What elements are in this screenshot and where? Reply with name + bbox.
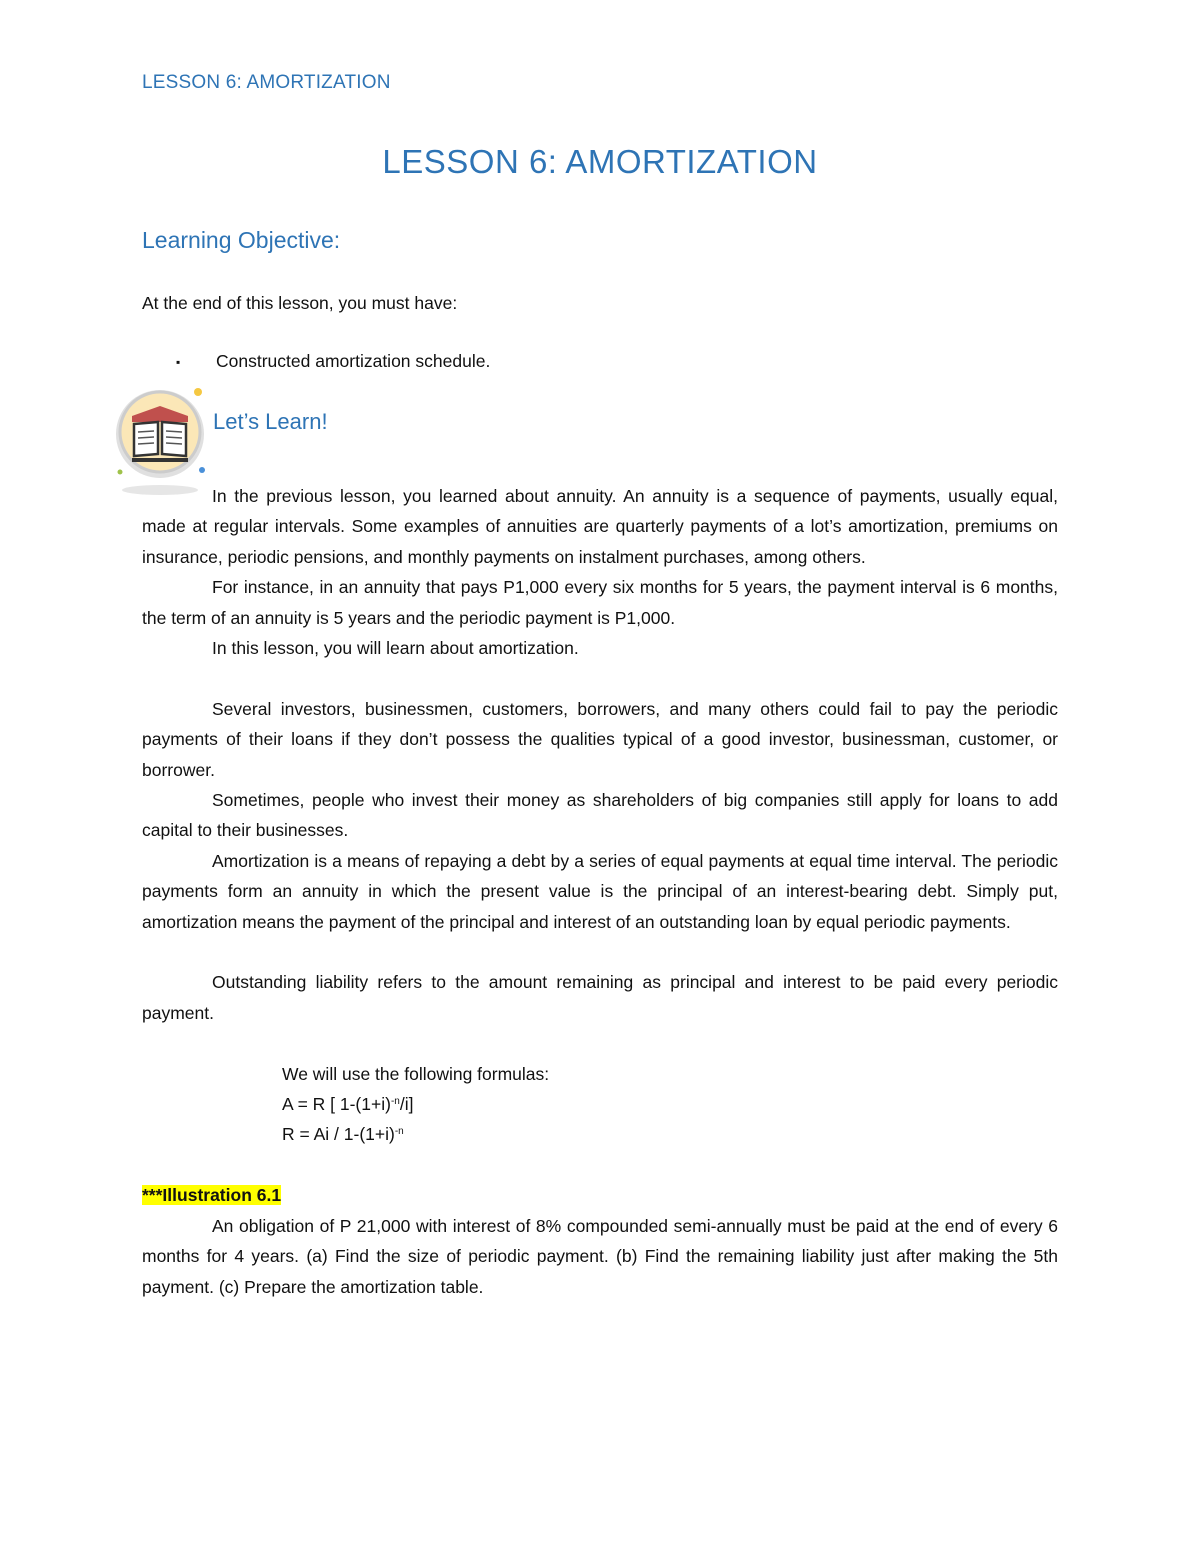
formula-a: A = R [ $1-(1+i)^{-n}/i$] <box>282 1094 414 1115</box>
paragraph: Amortization is a means of repaying a debt by a series of equal payments at equal time interval. The periodic payments form an annuity in which the present value is the principal of an interest-bearing debt. Simply put, amortization means the payment of the principal and interest of an outstanding loan by equal periodic payments. <box>142 850 1058 932</box>
learning-objective-heading: Learning Objective: <box>142 227 341 253</box>
paragraph: In the previous lesson, you learned about annuity. An annuity is a sequence of payments, usually equal, made at regular intervals. Some examples of annuities are quarterly payments of a lot’s amortization, premiums on insurance, periodic pensions, and monthly payments on instalment purchases, among others. <box>142 486 1058 567</box>
illustration-title: ***Illustration 6.1 <box>142 1185 282 1206</box>
illustration-text: An obligation of P 21,000 with interest of 8% compounded semi-annually must be paid at the end of every 6 months for 4 years. (a) Find the size of periodic payment. (b) Find the remaining liability just after making the 5th payment. (c) Prepare the amortization table. <box>142 1215 1058 1297</box>
paragraph: Sometimes, people who invest their money as shareholders of big companies still apply for loans to add capital to their businesses. <box>142 790 1058 841</box>
paragraph: For instance, in an annuity that pays P1,000 every six months for 5 years, the payment interval is 6 months, the term of an annuity is 5 years and the periodic payment is P1,000. <box>142 577 1058 628</box>
formula-intro: We will use the following formulas: <box>282 1063 550 1084</box>
lets-learn-heading: Let’s Learn! <box>213 409 328 434</box>
lesson-body <box>142 481 1058 1302</box>
formula-r: $R = Ai / 1-(1+i)^{-n}$ <box>282 1124 404 1145</box>
page-header: LESSON 6: AMORTIZATION <box>142 72 391 93</box>
bullet-square-icon: ▪ <box>176 355 181 369</box>
book-icon <box>110 382 210 497</box>
paragraph: Outstanding liability refers to the amount remaining as principal and interest to be paid every periodic payment. <box>142 972 1058 1023</box>
paragraph: In this lesson, you will learn about amortization. <box>212 638 579 659</box>
objective-bullet-text: Constructed amortization schedule. <box>216 351 491 371</box>
formula-block <box>282 1059 1058 1150</box>
objective-intro: At the end of this lesson, you must have: <box>142 293 458 313</box>
lesson-title: LESSON 6: AMORTIZATION <box>382 143 818 180</box>
paragraph: Several investors, businessmen, customers, borrowers, and many others could fail to pay the periodic payments of their loans if they don’t possess the qualities typical of a good investor, businessman, customer, or borrower. <box>142 698 1058 780</box>
objective-bullet <box>176 351 490 373</box>
